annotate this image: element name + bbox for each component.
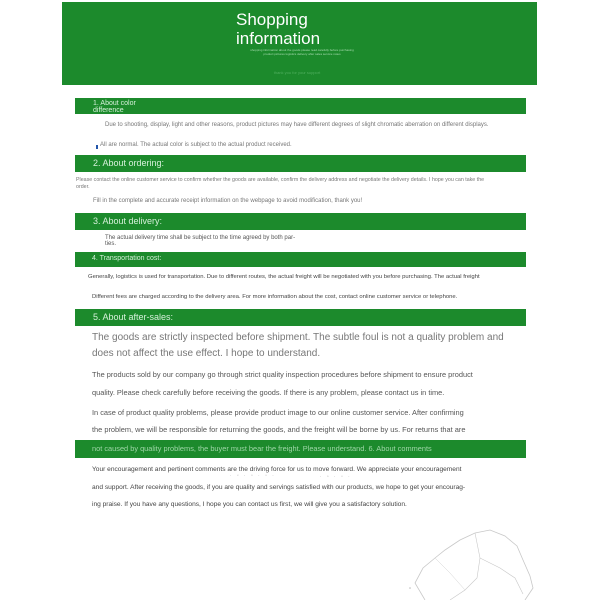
after-sales-text-1b: does not affect the use effect. I hope to understand. bbox=[92, 348, 321, 359]
ordering-text-2: Fill in the complete and accurate receipt information on the webpage to avoid modification, thank you! bbox=[93, 198, 363, 204]
ordering-text-1b: order. bbox=[76, 184, 90, 190]
fine-print-line: product pictures logistics delivery after sales service notes bbox=[263, 52, 341, 56]
color-text-2: All are normal. The actual color is subject to the actual product received. bbox=[100, 142, 292, 148]
header-fine-print bbox=[162, 48, 442, 56]
comments-text-1: Your encouragement and pertinent comments are the driving force for us to move forward. We appreciate your encouragement bbox=[92, 466, 462, 473]
delivery-text-1: The actual delivery time shall be subject to the time agreed by both par- bbox=[105, 235, 296, 241]
section-heading-text: 2. About ordering: bbox=[93, 158, 165, 168]
comments-text-3: ing praise. If you have any questions, I hope you can contact us first, we will give you a satisfactory solution. bbox=[92, 501, 407, 508]
map-outline-image bbox=[405, 528, 535, 600]
after-sales-text-2: The products sold by our company go through strict quality inspection procedures before shipment to ensure product bbox=[92, 370, 473, 379]
color-text-1: Due to shooting, display, light and other reasons, product pictures may have different degrees of slight chromatic aberration on different displays. bbox=[105, 122, 489, 128]
transport-text-1: Generally, logistics is used for transportation. Due to different routes, the actual freight will be negotiated with you before purchasing. The actual freight bbox=[88, 274, 480, 280]
delivery-text-1b: ties. bbox=[105, 241, 117, 247]
section-heading-ordering bbox=[75, 155, 526, 172]
header-banner bbox=[62, 2, 537, 85]
fine-print-line: shopping information about the goods please read carefully before purchasing bbox=[250, 48, 354, 52]
after-sales-text-3c: not caused by quality problems, the buyer must bear the freight. Please understand. 6. About comments bbox=[92, 444, 432, 453]
decorative-scribble: ˙ ˇ ˙ ˆ ˙ ˇ ˙ bbox=[230, 475, 276, 481]
section-heading-text: 5. About after-sales: bbox=[93, 312, 174, 322]
section-heading-color bbox=[75, 98, 526, 114]
comments-text-2: and support. After receiving the goods, if you are quality and servings satisfied with our products, we hope to get your encourag- bbox=[92, 484, 466, 491]
section-heading-transport bbox=[75, 252, 526, 267]
section-heading-delivery bbox=[75, 213, 526, 230]
section-heading-after-sales bbox=[75, 309, 526, 326]
decorative-scribble: ˙ ˆ ˙ ˇ ˙ bbox=[320, 476, 352, 482]
bullet-mark bbox=[96, 145, 98, 149]
after-sales-text-1: The goods are strictly inspected before shipment. The subtle foul is not a quality problem and bbox=[92, 332, 504, 343]
after-sales-text-3b: the problem, we will be responsible for returning the goods, and the freight will be borne by us. For returns that are bbox=[92, 425, 466, 434]
section-heading-comments bbox=[75, 440, 526, 458]
page-title: Shopping information bbox=[236, 10, 321, 48]
section-heading-text: 4. Transportation cost: bbox=[92, 255, 162, 262]
section-heading-text: 3. About delivery: bbox=[93, 216, 163, 226]
after-sales-text-3: In case of product quality problems, please provide product image to our online customer service. After confirming bbox=[92, 408, 464, 417]
header-fine-print-2: thank you for your support bbox=[273, 70, 321, 75]
transport-text-2: Different fees are charged according to the delivery area. For more information about the cost, contact online customer service or telephone. bbox=[92, 294, 458, 300]
ordering-text-1: Please contact the online customer service to confirm whether the goods are available, confirm the delivery address and negotiate the delivery details. I hope you can take the bbox=[76, 177, 485, 183]
section-heading-text: 1. About color difference bbox=[93, 100, 136, 114]
after-sales-text-2b: quality. Please check carefully before receiving the goods. If there is any problem, please contact us in time. bbox=[92, 388, 445, 397]
